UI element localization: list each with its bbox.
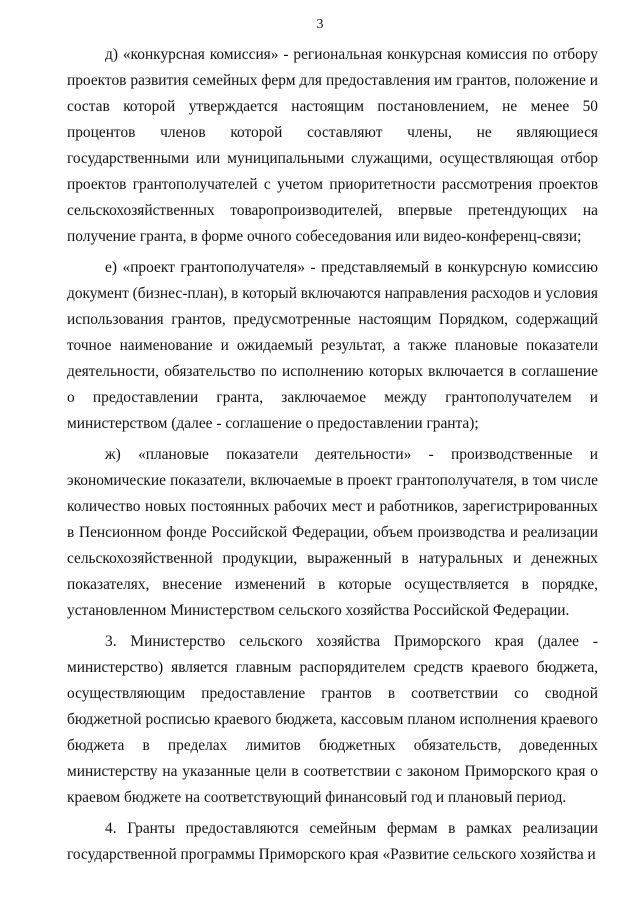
page-number: 3 [316, 17, 324, 32]
document-body [67, 42, 598, 873]
paragraph-clause-4: 4. Гранты предоставляются семейным фермам в рамках реализации государственной программы Приморского края «Развитие сельского хозяйства и [67, 820, 598, 863]
paragraph-definition-zh: ж) «плановые показатели деятельности» - производственные и экономические показатели, включаемые в проект грантополучателя, в том числе количество новых постоянных рабочих мест и работников, зарегистрированных в Пенсионном фонде Российской Федерации, объем производства и реализации сельскохозяйственной продукции, выраженный в натуральных и денежных показателях, внесение изменений в которые осуществляется в порядке, установленном Министерством сельского хозяйства Российской Федерации. [67, 446, 598, 619]
paragraph-definition-e: е) «проект грантополучателя» - представляемый в конкурсную комиссию документ (бизнес-план), в который включаются направления расходов и условия использования грантов, предусмотренные настоящим Порядком, содержащий точное наименование и ожидаемый результат, а также плановые показатели деятельности, обязательство по исполнению которых включается в соглашение о предоставлении гранта, заключаемое между грантополучателем и министерством (далее - соглашение о предоставлении гранта); [67, 259, 598, 432]
paragraph-clause-3: 3. Министерство сельского хозяйства Приморского края (далее - министерство) является главным распорядителем средств краевого бюджета, осуществляющим предоставление грантов в соответствии со сводной бюджетной росписью краевого бюджета, кассовым планом исполнения краевого бюджета в пределах лимитов бюджетных обязательств, доведенных министерству на указанные цели в соответствии с законом Приморского края о краевом бюджете на соответствующий финансовый год и плановый период. [67, 633, 598, 806]
paragraph-definition-d: д) «конкурсная комиссия» - региональная конкурсная комиссия по отбору проектов развития семейных ферм для предоставления им грантов, положение и состав которой утверждается настоящим постановлением, не менее 50 процентов членов которой составляют члены, не являющиеся государственными или муниципальными служащими, осуществляющая отбор проектов грантополучателей с учетом приоритетности рассмотрения проектов сельскохозяйственных товаропроизводителей, впервые претендующих на получение гранта, в форме очного собеседования или видео-конференц-связи; [67, 46, 598, 245]
